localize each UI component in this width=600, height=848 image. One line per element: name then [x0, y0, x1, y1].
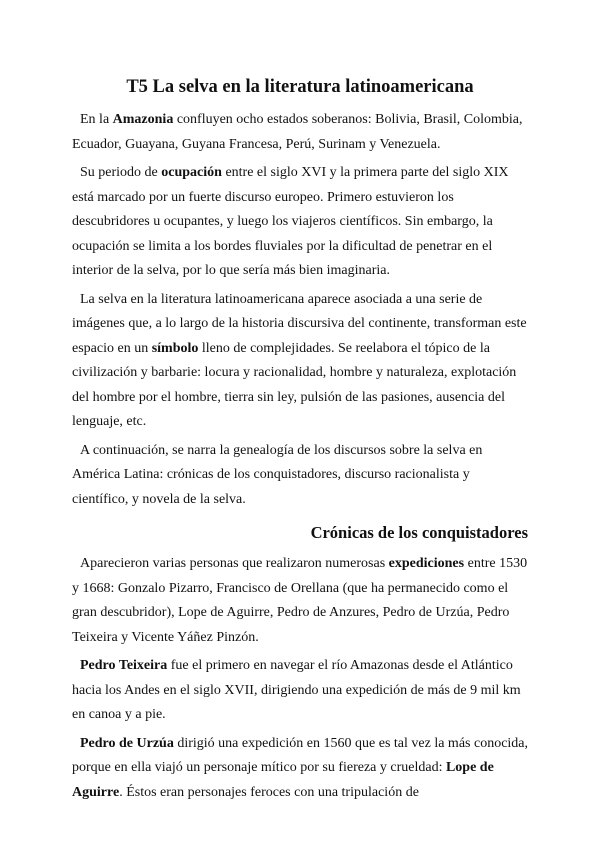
text-run: A continuación, se narra la genealogía de los discursos sobre la selva en América Latina: crónicas de los conquistadores, discurso racionalista y científico, y novela de la selva.	[72, 442, 483, 507]
paragraph-simbolo	[72, 288, 528, 435]
bold-term-expediciones: expediciones	[388, 556, 465, 571]
text-run: entre 1530 y 1668: Gonzalo Pizarro, Francisco de Orellana (que ha permanecido como el gran descubridor), Lope de Aguirre, Pedro de Anzures, Pedro de Urzúa, Pedro Teixeira y Vicente Yáñez Pinzón.	[72, 556, 528, 645]
bold-term-simbolo: símbolo	[151, 340, 199, 356]
text-run: En la	[80, 112, 113, 127]
paragraph-urzua	[72, 732, 528, 806]
text-run: entre el siglo XVI y la primera parte del siglo XIX está marcado por un fuerte discurso europeo. Primero estuvieron los descubridores u ocupantes, y luego los viajeros científicos. Sin embargo, la ocupación se limita a los bordes fluviales por la dificultad de penetrar en el interior de la selva, por lo que sería más bien imaginaria.	[72, 165, 509, 278]
paragraph-ocupacion	[72, 161, 528, 284]
paragraph-genealogia	[72, 439, 528, 513]
text-run: confluyen ocho estados soberanos: Bolivia, Brasil, Colombia, Ecuador, Guayana, Guyana Francesa, Perú, Surinam y Venezuela.	[72, 112, 523, 152]
text-run: Aparecieron varias personas que realizaron numerosas	[80, 556, 389, 571]
bold-term-amazonia: Amazonia	[112, 112, 174, 127]
bold-term-lope-de-aguirre: Lope de Aguirre	[72, 760, 494, 800]
text-run: fue el primero en navegar el río Amazonas desde el Atlántico hacia los Andes en el siglo XVII, dirigiendo una expedición de más de 9 mil km en canoa y a pie.	[72, 658, 521, 722]
paragraph-teixeira	[72, 654, 528, 728]
text-run: . Éstos eran personajes feroces con una tripulación de	[119, 784, 419, 800]
paragraph-expediciones	[72, 552, 528, 650]
text-run: dirigió una expedición en 1560 que es tal vez la más conocida, porque en ella viajó un personaje mítico por su fiereza y crueldad:	[72, 735, 529, 775]
text-run: lleno de complejidades. Se reelabora el tópico de la civilización y barbarie: locura y racionalidad, hombre y naturaleza, explotación del hombre por el hombre, tierra sin ley, pulsión de las pasiones, ausencia del lenguaje, etc.	[72, 340, 517, 429]
document-page	[72, 0, 528, 809]
bold-term-pedro-de-urzua: Pedro de Urzúa	[80, 735, 174, 751]
text-run: La selva en la literatura latinoamericana aparece asociada a una serie de imágenes que, a lo largo de la historia discursiva del continente, transforman este espacio en un	[72, 291, 527, 356]
section-heading-cronicas: Crónicas de los conquistadores	[310, 523, 528, 542]
document-title: T5 La selva en la literatura latinoamericana	[126, 77, 474, 97]
text-run: Su periodo de	[80, 165, 162, 180]
bold-term-ocupacion: ocupación	[161, 165, 222, 180]
bold-term-pedro-teixeira: Pedro Teixeira	[80, 658, 168, 673]
paragraph-amazonia	[72, 108, 528, 157]
